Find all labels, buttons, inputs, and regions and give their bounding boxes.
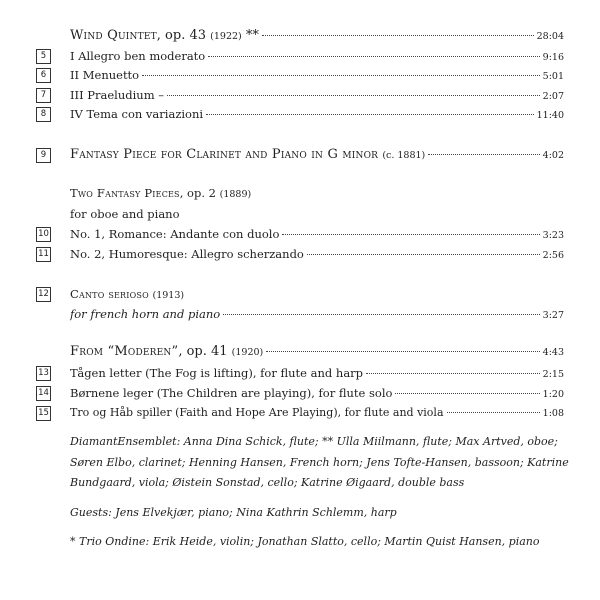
wind-quintet-year: (1922) <box>210 31 242 42</box>
track-time: 3:23 <box>542 230 564 241</box>
dot-leader <box>447 412 540 413</box>
fantasy-piece-title: Fantasy Piece for Clarinet and Piano in G minor <box>70 148 379 162</box>
moderen-year: (1920) <box>231 347 264 358</box>
trio-credits: * Trio Ondine: Erik Heide, violin; Jonathan Slatto, cello; Martin Quist Hansen, piano <box>70 535 540 548</box>
fantasy-piece-year: (c. 1881) <box>382 150 426 161</box>
guest-credits: Guests: Jens Elvekjær, piano; Nina Kathrin Schlemm, harp <box>70 506 397 519</box>
dot-leader <box>262 35 534 36</box>
fantasy-piece-time: 4:02 <box>542 150 564 161</box>
fantasy-piece-row <box>70 148 564 163</box>
track-number-5: 5 <box>36 49 51 64</box>
track-number-14: 14 <box>36 386 51 401</box>
canto-year: (1913) <box>152 290 185 301</box>
canto-time: 3:27 <box>542 310 564 321</box>
track-title: No. 1, Romance: Andante con duolo <box>70 227 280 241</box>
two-fantasy-heading <box>70 186 251 202</box>
track-row-7 <box>70 88 564 104</box>
track-row-14 <box>70 386 564 402</box>
track-number-11: 11 <box>36 247 51 262</box>
track-title: III Praeludium – <box>70 88 165 102</box>
track-number-7: 7 <box>36 88 51 103</box>
track-row-6 <box>70 68 564 84</box>
moderen-heading <box>70 345 564 360</box>
track-time: 5:01 <box>542 71 564 82</box>
dot-leader <box>307 254 540 255</box>
track-time: 11:40 <box>536 110 564 121</box>
track-time: 9:16 <box>542 52 564 63</box>
track-number-15: 15 <box>36 406 51 421</box>
track-time: 2:07 <box>542 91 564 102</box>
track-title: IV Tema con variazioni <box>70 107 204 121</box>
canto-subtitle-row <box>70 307 564 323</box>
track-title: Tågen letter (The Fog is lifting), for flute and harp <box>70 366 364 380</box>
canto-subtitle: for french horn and piano <box>70 307 221 321</box>
canto-heading <box>70 287 184 303</box>
track-title: Tro og Håb spiller (Faith and Hope Are Playing), for flute and viola <box>70 406 444 419</box>
dot-leader <box>428 154 539 155</box>
track-title: I Allegro ben moderato <box>70 49 206 63</box>
dot-leader <box>266 351 539 352</box>
track-title: Børnene leger (The Children are playing), for flute solo <box>70 386 393 400</box>
track-row-15 <box>70 406 564 421</box>
dot-leader <box>395 393 539 394</box>
moderen-time: 4:43 <box>542 347 564 358</box>
track-title: II Menuetto <box>70 68 140 82</box>
wind-quintet-opus: , op. 43 <box>156 29 211 43</box>
dot-leader <box>282 234 539 235</box>
track-row-10 <box>70 227 564 243</box>
track-time: 1:08 <box>542 408 564 419</box>
track-number-8: 8 <box>36 107 51 122</box>
wind-quintet-mark: ** <box>241 29 259 43</box>
two-fantasy-subtitle: for oboe and piano <box>70 207 180 221</box>
track-row-11 <box>70 247 564 263</box>
track-row-5 <box>70 49 564 65</box>
dot-leader <box>208 56 539 57</box>
two-fantasy-opus: , op. 2 <box>179 186 220 200</box>
track-time: 2:56 <box>542 250 564 261</box>
dot-leader <box>223 314 539 315</box>
dot-leader <box>366 373 540 374</box>
track-time: 2:15 <box>542 369 564 380</box>
track-number-9: 9 <box>36 148 51 163</box>
track-time: 1:20 <box>542 389 564 400</box>
dot-leader <box>206 114 534 115</box>
wind-quintet-heading <box>70 29 564 44</box>
track-number-10: 10 <box>36 227 51 242</box>
track-number-13: 13 <box>36 366 51 381</box>
moderen-opus: , op. 41 <box>178 345 232 359</box>
dot-leader <box>142 75 540 76</box>
track-row-13 <box>70 366 564 382</box>
moderen-title: From “Moderen” <box>70 345 179 359</box>
dot-leader <box>167 95 540 96</box>
track-number-12: 12 <box>36 287 51 302</box>
wind-quintet-time: 28:04 <box>536 31 564 42</box>
canto-title: Canto serioso <box>70 287 149 301</box>
two-fantasy-year: (1889) <box>219 189 252 200</box>
track-number-6: 6 <box>36 68 51 83</box>
two-fantasy-title: Two Fantasy Pieces <box>70 186 180 200</box>
ensemble-credits: DiamantEnsemblet: Anna Dina Schick, flute; ** Ulla Miilmann, flute; Max Artved, oboe; Søren Elbo, clarinet; Henning Hansen, French horn; Jens Tofte-Hansen, bassoon; Katrine Bundgaard, viola; Øistein Sonstad, cello; Katrine Øigaard, double bass <box>70 435 569 489</box>
track-title: No. 2, Humoresque: Allegro scherzando <box>70 247 304 261</box>
wind-quintet-title: Wind Quintet <box>70 29 157 43</box>
track-row-8 <box>70 107 564 123</box>
